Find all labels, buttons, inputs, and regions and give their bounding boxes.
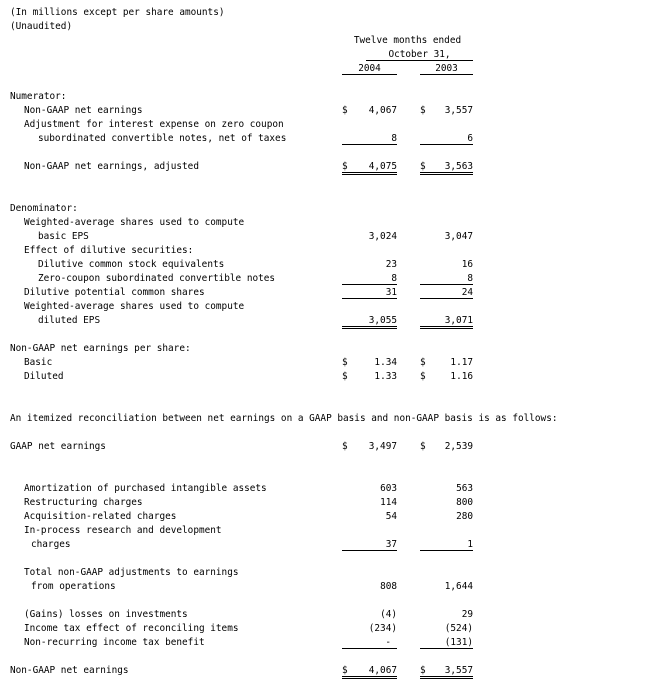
value-2003: (131) [420, 636, 473, 649]
value-2003: $ 1.16 [420, 371, 473, 382]
row-label: Diluted [24, 371, 64, 382]
row-label: subordinated convertible notes, net of taxes [38, 133, 287, 144]
row-label: Weighted-average shares used to compute [24, 301, 245, 312]
value-2004: 31 [342, 286, 397, 299]
table-row [0, 524, 646, 538]
row-label: Amortization of purchased intangible assets [24, 483, 267, 494]
row-label: Total non-GAAP adjustments to earnings [24, 567, 239, 578]
row-label: diluted EPS [38, 315, 101, 326]
table-row [0, 580, 646, 594]
value-2003: 24 [420, 286, 473, 299]
numerator-title: Numerator: [10, 91, 67, 102]
value-2003: 280 [456, 511, 473, 522]
table-row [0, 538, 646, 552]
reconciliation-intro-line [0, 412, 646, 426]
table-row [0, 272, 646, 286]
row-label: Non-GAAP net earnings [24, 105, 143, 116]
value-2004: 603 [380, 483, 397, 494]
reconciliation-intro: An itemized reconciliation between net earnings on a GAAP basis and non-GAAP basis is as follows: [10, 413, 558, 424]
table-row [0, 510, 646, 524]
value-2004: 54 [385, 511, 397, 522]
row-label: Dilutive potential common shares [24, 287, 205, 298]
value-2004: 808 [380, 581, 397, 592]
value-2004: 3,055 [342, 314, 397, 329]
value-2004: 8 [342, 272, 397, 285]
value-2004: 23 [385, 259, 397, 270]
row-label: In-process research and development [24, 525, 222, 536]
row-label: Dilutive common stock equivalents [38, 259, 225, 270]
table-row [0, 608, 646, 622]
table-row [0, 104, 646, 118]
table-row [0, 118, 646, 132]
value-2003: $ 1.17 [420, 357, 473, 368]
table-row [0, 622, 646, 636]
table-row [0, 230, 646, 244]
value-2003: (524) [444, 623, 473, 634]
unaudited-line [0, 20, 646, 34]
value-2003: $ 3,557 [420, 664, 473, 679]
row-label: Basic [24, 357, 53, 368]
value-2004: $ 1.33 [342, 371, 397, 382]
table-row [0, 160, 646, 174]
value-2003: 1,644 [444, 581, 473, 592]
value-2003: 16 [461, 259, 473, 270]
value-2003: $ 3,557 [420, 105, 473, 116]
value-2004: $ 4,075 [342, 160, 397, 175]
table-row [0, 244, 646, 258]
row-label: Weighted-average shares used to compute [24, 217, 245, 228]
table-row [0, 440, 646, 454]
per-share-title-line [0, 342, 646, 356]
row-label: Zero-coupon subordinated convertible notes [38, 273, 276, 284]
unaudited-note: (Unaudited) [10, 21, 73, 32]
row-label: Effect of dilutive securities: [24, 245, 194, 256]
value-2003: $ 2,539 [420, 441, 473, 452]
value-2003: 29 [461, 609, 473, 620]
value-2004: - [342, 636, 397, 649]
table-row [0, 216, 646, 230]
denominator-title: Denominator: [10, 203, 78, 214]
table-row [0, 258, 646, 272]
value-2004: 37 [342, 538, 397, 551]
row-label: Adjustment for interest expense on zero coupon [24, 119, 284, 130]
value-2004: $ 4,067 [342, 664, 397, 679]
table-row [0, 314, 646, 328]
value-2003: 3,047 [444, 231, 473, 242]
table-row [0, 482, 646, 496]
row-label: Restructuring charges [24, 497, 143, 508]
table-row [0, 664, 646, 678]
table-row [0, 132, 646, 146]
row-label: GAAP net earnings [10, 441, 106, 452]
row-label: from operations [31, 581, 116, 592]
row-label: Acquisition-related charges [24, 511, 177, 522]
value-2003: 563 [456, 483, 473, 494]
year-2004-header: 2004 [342, 62, 397, 75]
value-2003: $ 3,563 [420, 160, 473, 175]
per-share-title: Non-GAAP net earnings per share: [10, 343, 191, 354]
period-header-line-2 [0, 48, 646, 62]
units-note-line [0, 6, 646, 20]
value-2004: $ 4,067 [342, 105, 397, 116]
value-2003: 3,071 [420, 314, 473, 329]
table-row [0, 356, 646, 370]
table-row [0, 286, 646, 300]
row-label: Non-GAAP net earnings [10, 665, 129, 676]
table-row [0, 300, 646, 314]
row-label: charges [31, 539, 71, 550]
table-row [0, 566, 646, 580]
value-2004: $ 1.34 [342, 357, 397, 368]
value-2003: 1 [420, 538, 473, 551]
row-label: Non-recurring income tax benefit [24, 637, 205, 648]
period-date: October 31, [366, 48, 473, 61]
value-2004: (4) [380, 609, 397, 620]
value-2004: 114 [380, 497, 397, 508]
numerator-title-line [0, 90, 646, 104]
year-header-line [0, 62, 646, 76]
period-header-line-1 [0, 34, 646, 48]
row-label: (Gains) losses on investments [24, 609, 188, 620]
year-2003-header: 2003 [420, 62, 473, 75]
table-row [0, 636, 646, 650]
value-2004: (234) [368, 623, 397, 634]
value-2003: 800 [456, 497, 473, 508]
value-2004: 3,024 [368, 231, 397, 242]
table-row [0, 496, 646, 510]
value-2003: 8 [420, 272, 473, 285]
period-header: Twelve months ended [353, 35, 462, 46]
row-label: basic EPS [38, 231, 89, 242]
denominator-title-line [0, 202, 646, 216]
value-2004: $ 3,497 [342, 441, 397, 452]
value-2004: 8 [342, 132, 397, 145]
units-note: (In millions except per share amounts) [10, 7, 225, 18]
value-2003: 6 [420, 132, 473, 145]
row-label: Non-GAAP net earnings, adjusted [24, 161, 199, 172]
table-row [0, 370, 646, 384]
row-label: Income tax effect of reconciling items [24, 623, 239, 634]
